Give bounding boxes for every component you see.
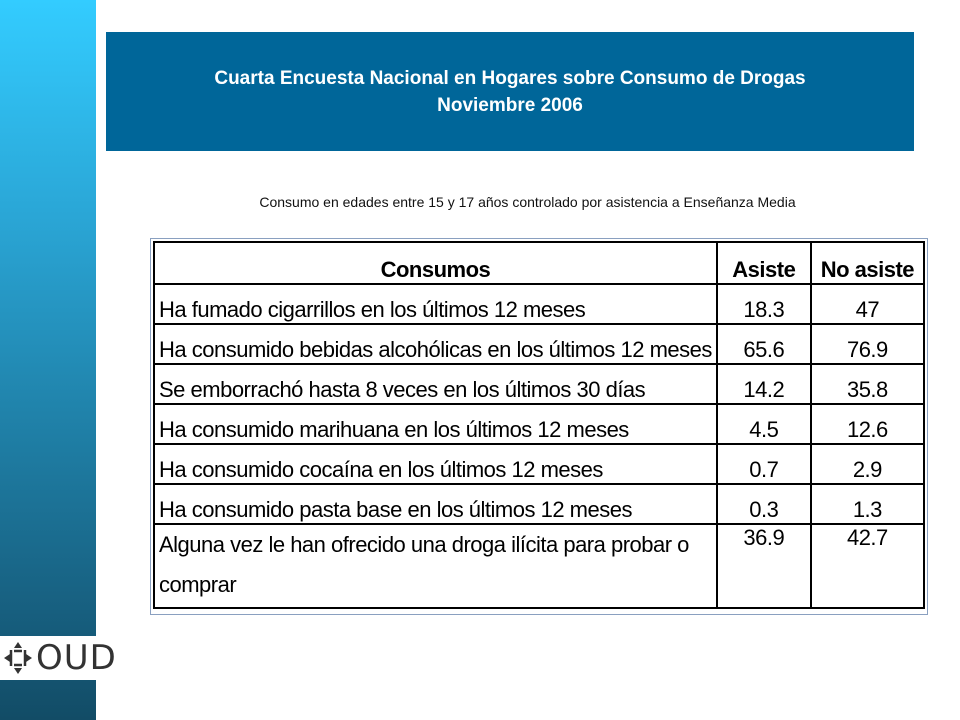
row-asiste-value: 18.3	[717, 284, 811, 324]
page-date: Noviembre 2006	[437, 94, 583, 116]
row-label: Ha consumido marihuana en los últimos 12 meses	[154, 404, 717, 444]
logo-text: OUD	[36, 638, 117, 678]
header-banner	[106, 32, 914, 151]
table-caption: Consumo en edades entre 15 y 17 años controlado por asistencia a Enseñanza Media	[259, 194, 796, 210]
table-row	[154, 404, 924, 444]
page-title: Cuarta Encuesta Nacional en Hogares sobre Consumo de Drogas	[214, 67, 806, 89]
row-label: Se emborrachó hasta 8 veces en los últimos 30 días	[154, 364, 717, 404]
row-label: Ha fumado cigarrillos en los últimos 12 meses	[154, 284, 717, 324]
row-no-asiste-value: 1.3	[811, 484, 924, 524]
row-asiste-value: 65.6	[717, 324, 811, 364]
table-row	[154, 524, 924, 608]
row-asiste-value: 0.3	[717, 484, 811, 524]
row-no-asiste-value: 12.6	[811, 404, 924, 444]
row-asiste-value: 36.9	[717, 524, 811, 608]
header-asiste: Asiste	[717, 242, 811, 284]
row-asiste-value: 4.5	[717, 404, 811, 444]
row-no-asiste-value: 76.9	[811, 324, 924, 364]
table-frame	[150, 238, 928, 615]
row-no-asiste-value: 42.7	[811, 524, 924, 608]
row-label: Alguna vez le han ofrecido una droga ilícita para probar o comprar	[154, 524, 717, 608]
row-asiste-value: 0.7	[717, 444, 811, 484]
table-row	[154, 484, 924, 524]
table-row	[154, 324, 924, 364]
header-no-asiste: No asiste	[811, 242, 924, 284]
row-label: Ha consumido cocaína en los últimos 12 meses	[154, 444, 717, 484]
table-row	[154, 284, 924, 324]
header-consumos: Consumos	[154, 242, 717, 284]
row-label: Ha consumido bebidas alcohólicas en los últimos 12 meses	[154, 324, 717, 364]
table-row	[154, 364, 924, 404]
row-no-asiste-value: 35.8	[811, 364, 924, 404]
oud-logo-icon	[2, 640, 34, 676]
table-row	[154, 444, 924, 484]
row-asiste-value: 14.2	[717, 364, 811, 404]
row-no-asiste-value: 2.9	[811, 444, 924, 484]
row-label: Ha consumido pasta base en los últimos 12 meses	[154, 484, 717, 524]
side-gradient-bar	[0, 0, 96, 720]
table-header-row	[154, 242, 924, 284]
row-no-asiste-value: 47	[811, 284, 924, 324]
logo	[0, 636, 117, 680]
consumption-table	[153, 241, 925, 609]
